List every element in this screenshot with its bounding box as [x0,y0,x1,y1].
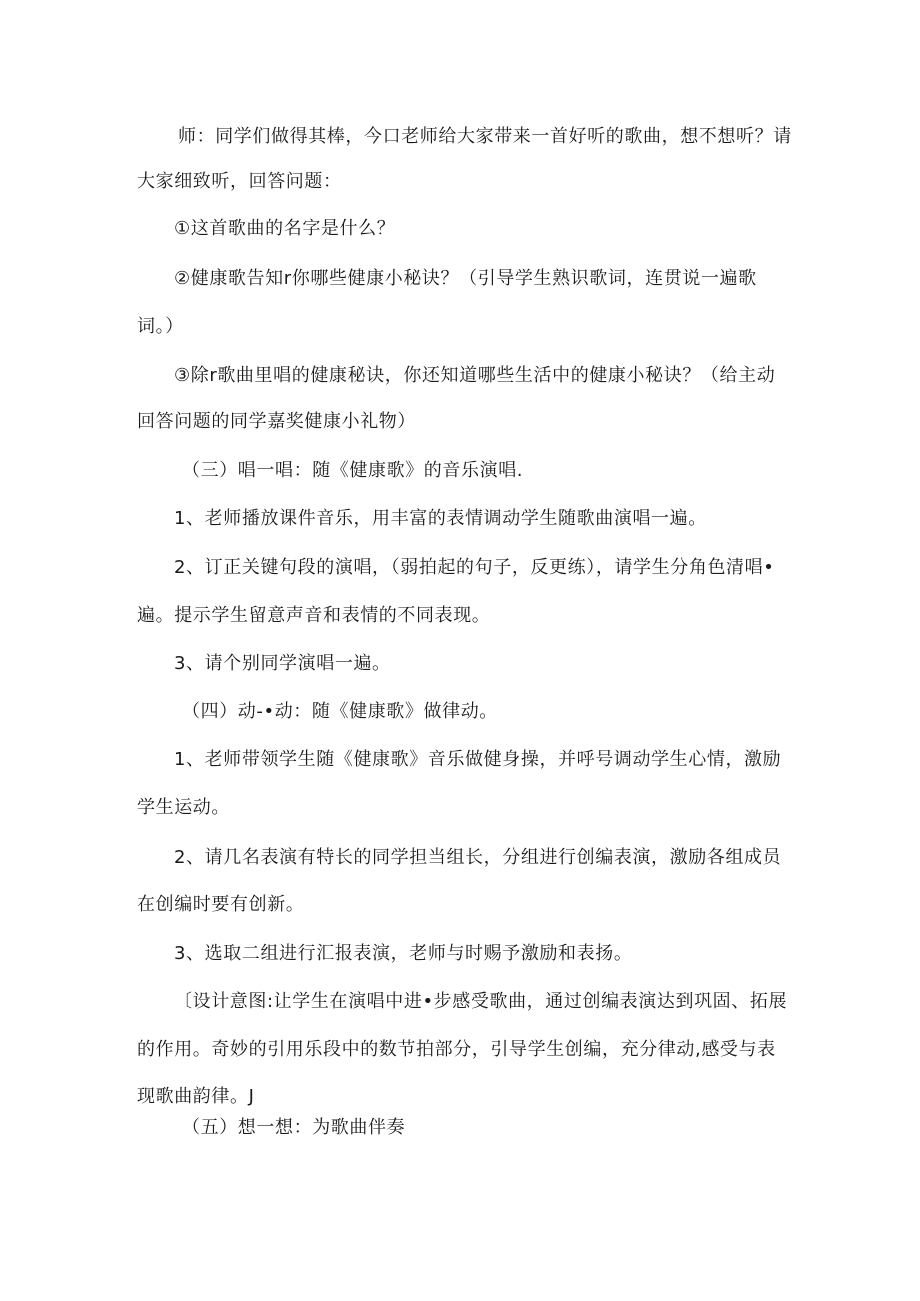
paragraph-line: 现歌曲韵律。J [137,1086,255,1107]
list-item: 1、老师带领学生随《健康歌》音乐做健身操，并呼号调动学生心情，激励 [174,749,782,770]
paragraph-line: 在创编时要有创新。 [137,894,305,915]
list-item: 2、订正关键句段的演唱，（弱拍起的句子，反更练），请学生分角色清唱• [174,557,775,578]
list-item: 2、请几名表演有特长的同学担当组长，分组进行创编表演，激励各组成员 [174,847,782,868]
paragraph-line: 大家细致听，回答问题： [137,171,342,192]
paragraph-line: 回答问题的同学嘉奖健康小礼物） [137,411,416,432]
section-heading: （三）唱一唱：随《健康歌》的音乐演唱. [182,460,524,481]
paragraph-line: 师：同学们做得其棒，今口老师给大家带来一首好听的歌曲，想不想听？请 [178,126,792,147]
list-item: 1、老师播放课件音乐，用丰富的表情调动学生随歌曲演唱一遍。 [174,508,707,529]
section-heading: （五）想一想：为歌曲伴奏 [182,1117,406,1138]
list-item: 3、请个别同学演唱一遍。 [174,653,391,674]
paragraph-line: 词。） [137,316,184,337]
paragraph-line: 学生运动。 [137,797,230,818]
question-item: ③除r歌曲里唱的健康秘诀，你还知道哪些生活中的健康小秘诀？（给主动 [174,365,776,386]
paragraph-line: 的作用。奇妙的引用乐段中的数节拍部分，引导学生创编，充分律动,感受与表 [137,1039,776,1060]
question-item: ②健康歌告知r你哪些健康小秘诀？（引导学生熟识歌词，连贯说一遍歌 [174,268,757,289]
paragraph-line: 遍。提示学生留意声音和表情的不同表现。 [137,605,491,626]
section-heading: （四）动-•动：随《健康歌》做律动。 [182,701,498,722]
list-item: 3、选取二组进行汇报表演，老师与时赐予激励和表扬。 [174,943,633,964]
design-note: 〔设计意图:让学生在演唱中进•步感受歌曲，通过创编表演达到巩固、拓展 [174,991,788,1012]
question-item: ①这首歌曲的名字是什么？ [174,218,396,239]
